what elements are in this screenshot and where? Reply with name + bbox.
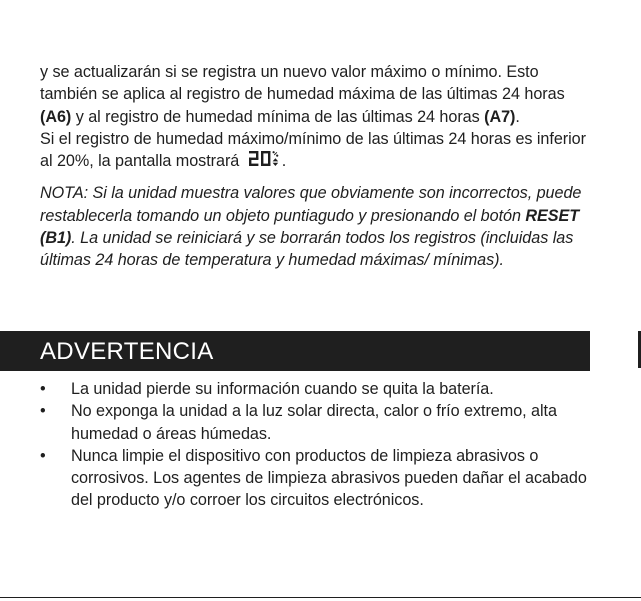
note-paragraph xyxy=(40,182,592,271)
intro-text: . xyxy=(515,107,520,126)
intro-section xyxy=(40,61,592,272)
ref-a7: (A7) xyxy=(484,107,516,126)
intro-text: y al registro de humedad mínima de las últimas 24 horas xyxy=(71,107,485,126)
intro-text: . xyxy=(281,152,287,171)
warning-list xyxy=(40,378,595,512)
warning-item-text: Nunca limpie el dispositivo con productos de limpieza abrasivos o corrosivos. Los agentes de limpieza abrasivos pueden dañar el acabado del producto y/o corroer los circuitos electrónicos. xyxy=(71,446,587,510)
warning-item xyxy=(40,400,595,445)
intro-text: Si el registro de humedad máximo/mínimo de las últimas 24 horas es inferior al 20%, la pantalla mostrará xyxy=(40,129,586,171)
warning-item xyxy=(40,445,595,512)
warning-item-text: No exponga la unidad a la luz solar directa, calor o frío extremo, alta humedad o áreas húmedas. xyxy=(71,402,557,443)
lcd-low-humidity-icon xyxy=(248,150,282,168)
warning-item xyxy=(40,378,595,400)
page-bottom-rule xyxy=(0,597,641,598)
intro-paragraph xyxy=(40,61,592,172)
warning-title: ADVERTENCIA xyxy=(40,338,214,365)
note-text: . La unidad se reiniciará y se borrarán todos los registros (incluidas las últimas 24 horas de temperatura y humedad máximas/ mínimas). xyxy=(40,229,574,270)
bullet-icon: • xyxy=(40,380,46,398)
bullet-icon: • xyxy=(40,402,46,421)
note-text: NOTA: Si la unidad muestra valores que obviamente son incorrectos, puede restablecerla tomando un objeto puntiagudo y presionando el botón xyxy=(40,184,582,225)
ref-a6: (A6) xyxy=(40,107,72,126)
warning-header xyxy=(0,331,590,371)
warning-item-text: La unidad pierde su información cuando se quita la batería. xyxy=(71,380,494,398)
bullet-icon: • xyxy=(40,446,46,465)
intro-text: y se actualizarán si se registra un nuevo valor máximo o mínimo. Esto también se aplica al registro de humedad máxima de las últimas 24 horas xyxy=(40,63,565,104)
reset-button-label: RESET (B1) xyxy=(40,206,580,248)
